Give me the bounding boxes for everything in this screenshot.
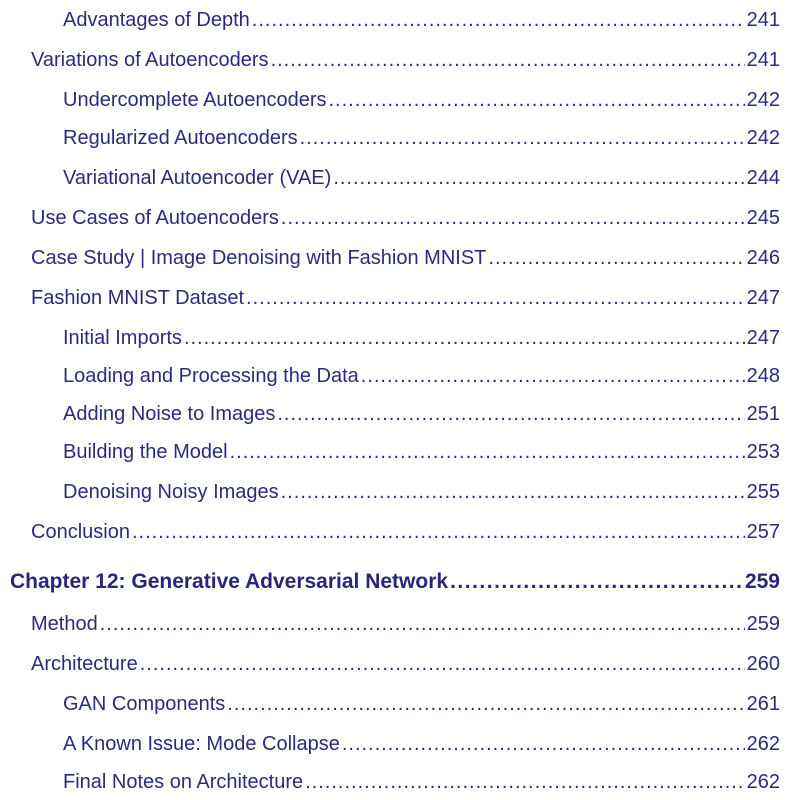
toc-entry-fashion-mnist-dataset[interactable] [31,286,780,310]
toc-entry-title: Conclusion [31,521,130,543]
toc-chapter-title: Chapter 12: Generative Adversarial Network [10,570,449,593]
dot-leader [281,206,745,230]
toc-entry-title: Denoising Noisy Images [63,481,279,503]
toc-entry-final-notes-on-architecture[interactable] [63,770,780,794]
toc-entry-title: Initial Imports [63,327,182,349]
toc-entry-gan-components[interactable] [63,692,780,716]
toc-entry-page: 260 [746,653,780,675]
toc-entry-page: 244 [746,167,780,189]
toc-entry-page: 257 [746,521,780,543]
dot-leader [281,480,745,504]
toc-entry-title: Regularized Autoencoders [63,127,298,149]
toc-entry-initial-imports[interactable] [63,326,780,350]
dot-leader [227,692,744,716]
toc-entry-page: 246 [746,247,780,269]
dot-leader [132,520,745,544]
toc-entry-title: GAN Components [63,693,226,715]
toc-chapter-page: 259 [744,570,780,593]
dot-leader [300,126,745,150]
toc-entry-title: Variational Autoencoder (VAE) [63,167,332,189]
toc-entry-title: Method [31,613,98,635]
toc-entry-page: 247 [746,327,780,349]
toc-entry-use-cases-of-autoencoders[interactable] [31,206,780,230]
toc-entry-conclusion[interactable] [31,520,780,544]
dot-leader [252,8,745,32]
dot-leader [271,48,745,72]
toc-entry-title: Building the Model [63,441,228,463]
toc-entry-page: 253 [746,441,780,463]
toc-entry-regularized-autoencoders[interactable] [63,126,780,150]
dot-leader [342,732,745,756]
toc-entry-variational-autoencoder[interactable] [63,166,780,190]
toc-entry-undercomplete-autoencoders[interactable] [63,88,780,112]
dot-leader [333,166,744,190]
toc-entry-page: 241 [746,49,780,71]
toc-entry-mode-collapse[interactable] [63,732,780,756]
dot-leader [277,402,744,426]
toc-entry-title: Fashion MNIST Dataset [31,287,245,309]
toc-entry-title: Adding Noise to Images [63,403,276,425]
toc-entry-page: 241 [746,9,780,31]
toc-chapter-12-heading[interactable] [10,570,780,594]
toc-entry-adding-noise-to-images[interactable] [63,402,780,426]
toc-entry-page: 251 [746,403,780,425]
toc-entry-advantages-of-depth[interactable] [63,8,780,32]
toc-entry-page: 242 [746,127,780,149]
toc-entry-building-the-model[interactable] [63,440,780,464]
toc-entry-page: 247 [746,287,780,309]
dot-leader [140,652,745,676]
toc-entry-title: Variations of Autoencoders [31,49,269,71]
toc-entry-title: Final Notes on Architecture [63,771,304,793]
toc-entry-loading-and-processing-data[interactable] [63,364,780,388]
toc-entry-variations-of-autoencoders[interactable] [31,48,780,72]
toc-entry-title: Case Study | Image Denoising with Fashion MNIST [31,247,487,269]
dot-leader [329,88,745,112]
dot-leader [450,570,743,594]
toc-entry-page: 262 [746,771,780,793]
toc-entry-page: 255 [746,481,780,503]
toc-entry-title: A Known Issue: Mode Collapse [63,733,340,755]
dot-leader [361,364,745,388]
toc-entry-page: 245 [746,207,780,229]
dot-leader [184,326,745,350]
toc-entry-case-study-image-denoising[interactable] [31,246,780,270]
dot-leader [488,246,744,270]
toc-entry-architecture[interactable] [31,652,780,676]
toc-entry-page: 259 [746,613,780,635]
toc-entry-page: 262 [746,733,780,755]
dot-leader [230,440,745,464]
toc-entry-title: Use Cases of Autoencoders [31,207,279,229]
toc-entry-page: 261 [746,693,780,715]
toc-entry-title: Advantages of Depth [63,9,250,31]
dot-leader [246,286,745,310]
dot-leader [305,770,745,794]
toc-entry-denoising-noisy-images[interactable] [63,480,780,504]
dot-leader [100,612,745,636]
toc-entry-title: Loading and Processing the Data [63,365,359,387]
toc-entry-title: Architecture [31,653,138,675]
toc-entry-title: Undercomplete Autoencoders [63,89,327,111]
toc-entry-page: 242 [746,89,780,111]
toc-entry-page: 248 [746,365,780,387]
toc-entry-method[interactable] [31,612,780,636]
